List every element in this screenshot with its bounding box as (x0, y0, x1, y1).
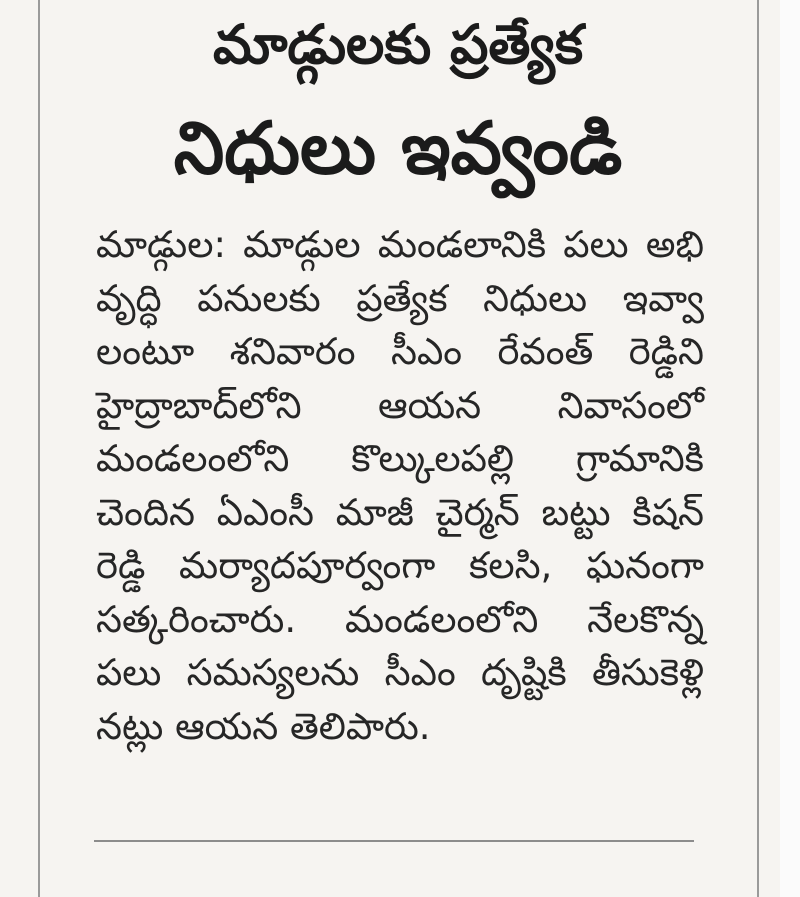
headline-line-2: నిధులు ఇవ్వండి (173, 106, 623, 190)
column-rule-right (757, 0, 759, 897)
column-rule-left (38, 0, 40, 897)
bottom-divider (94, 840, 694, 842)
news-clipping (42, 0, 754, 897)
article-body: మాడ్గుల: మాడ్గుల మండలానికి పలు అభి వృద్ధి పనులకు ప్రత్యేక నిధులు ఇవ్వా లంటూ శనివారం సీఎం రేవంత్ రెడ్డిని హైద్రాబాద్‌లోని ఆయన నివాసంలో మండలంలోని కొల్కులపల్లి గ్రామానికి చెందిన ఏఎంసీ మాజీ చైర్మన్ బట్టు కిషన్ రెడ్డి మర్యాదపూర్వంగా కలసి, ఘనంగా సత్కరించారు. మండలంలోని నేలకొన్న పలు సమస్యలను సీఎం దృష్టికి తీసుకెళ్లి నట్లు ఆయన తెలిపారు. (96, 223, 704, 748)
page-edge (780, 0, 800, 897)
headline-line-1: మాడ్గులకు ప్రత్యేక (212, 13, 584, 76)
